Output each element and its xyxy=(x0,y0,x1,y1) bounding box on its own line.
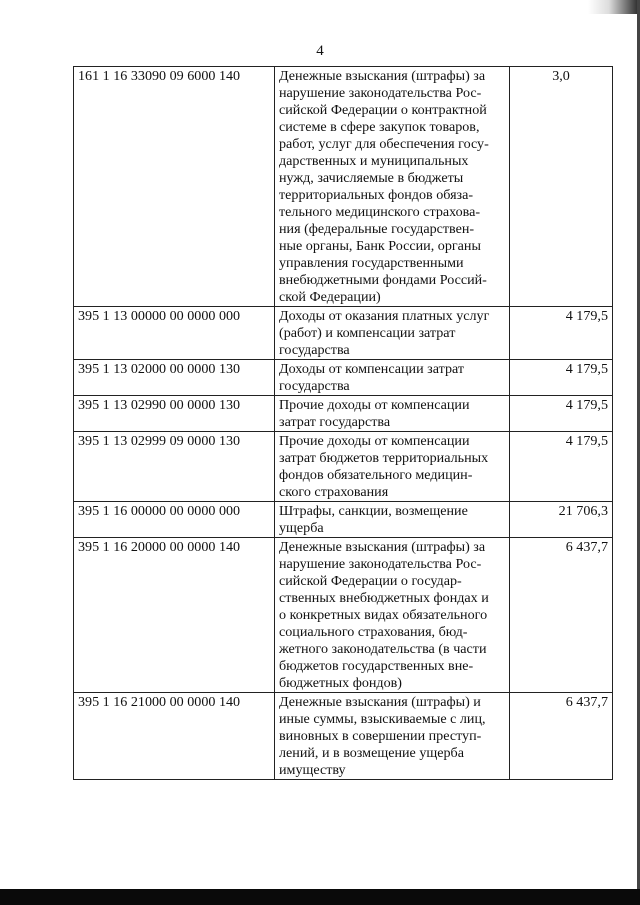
row-code: 395 1 13 00000 00 0000 000 xyxy=(74,307,275,360)
desc-line: затрат государства xyxy=(279,414,391,430)
desc-line: ской Федерации) xyxy=(279,289,381,305)
row-code: 395 1 16 21000 00 0000 140 xyxy=(74,693,275,780)
desc-line: жетного законодательства (в части xyxy=(279,641,487,657)
desc-line: имуществу xyxy=(279,762,346,778)
row-description xyxy=(275,396,510,432)
desc-line: сийской Федерации о контрактной xyxy=(279,102,487,118)
desc-line: лений, и в возмещение ущерба xyxy=(279,745,464,761)
row-code: 395 1 16 20000 00 0000 140 xyxy=(74,538,275,693)
table-row xyxy=(74,360,613,396)
desc-line: ского страхования xyxy=(279,484,389,500)
row-code: 395 1 13 02000 00 0000 130 xyxy=(74,360,275,396)
desc-line: дарственных и муниципальных xyxy=(279,153,469,169)
row-amount: 21 706,3 xyxy=(510,502,613,538)
row-amount: 4 179,5 xyxy=(510,432,613,502)
desc-line: работ, услуг для обеспечения госу- xyxy=(279,136,489,152)
row-amount: 4 179,5 xyxy=(510,307,613,360)
row-amount: 4 179,5 xyxy=(510,360,613,396)
row-code: 161 1 16 33090 09 6000 140 xyxy=(74,67,275,307)
desc-line: тельного медицинского страхова- xyxy=(279,204,481,220)
desc-line: социального страхования, бюд- xyxy=(279,624,468,640)
row-amount: 4 179,5 xyxy=(510,396,613,432)
desc-line: Денежные взыскания (штрафы) за xyxy=(279,68,486,84)
row-description xyxy=(275,307,510,360)
scan-artifact-corner xyxy=(588,0,640,14)
desc-line: бюджетов государственных вне- xyxy=(279,658,474,674)
row-amount: 6 437,7 xyxy=(510,538,613,693)
row-code: 395 1 16 00000 00 0000 000 xyxy=(74,502,275,538)
table-row xyxy=(74,432,613,502)
desc-line: фондов обязательного медицин- xyxy=(279,467,473,483)
row-description xyxy=(275,538,510,693)
desc-line: бюджетных фондов) xyxy=(279,675,402,691)
desc-line: Денежные взыскания (штрафы) за xyxy=(279,539,486,555)
desc-line: затрат бюджетов территориальных xyxy=(279,450,489,466)
desc-line: ущерба xyxy=(279,520,324,536)
desc-line: Штрафы, санкции, возмещение xyxy=(279,503,468,519)
desc-line: Денежные взыскания (штрафы) и xyxy=(279,694,481,710)
desc-line: нужд, зачисляемые в бюджеты xyxy=(279,170,464,186)
desc-line: о конкретных видах обязательного xyxy=(279,607,488,623)
desc-line: государства xyxy=(279,378,350,394)
desc-line: Прочие доходы от компенсации xyxy=(279,397,470,413)
desc-line: Прочие доходы от компенсации xyxy=(279,433,470,449)
row-code: 395 1 13 02999 09 0000 130 xyxy=(74,432,275,502)
row-description xyxy=(275,693,510,780)
table-row xyxy=(74,502,613,538)
row-description xyxy=(275,432,510,502)
table-row xyxy=(74,396,613,432)
desc-line: внебюджетными фондами Россий- xyxy=(279,272,487,288)
desc-line: иные суммы, взыскиваемые с лиц, xyxy=(279,711,486,727)
desc-line: нарушение законодательства Рос- xyxy=(279,556,482,572)
row-code: 395 1 13 02990 00 0000 130 xyxy=(74,396,275,432)
desc-line: Доходы от компенсации затрат xyxy=(279,361,465,377)
budget-revenue-table xyxy=(73,66,613,780)
desc-line: ственных внебюджетных фондах и xyxy=(279,590,489,606)
desc-line: ные органы, Банк России, органы xyxy=(279,238,481,254)
table-row xyxy=(74,307,613,360)
table-row xyxy=(74,693,613,780)
row-amount: 3,0 xyxy=(510,67,613,307)
desc-line: сийской Федерации о государ- xyxy=(279,573,462,589)
desc-line: (работ) и компенсации затрат xyxy=(279,325,456,341)
table-row xyxy=(74,67,613,307)
desc-line: ния (федеральные государствен- xyxy=(279,221,475,237)
desc-line: нарушение законодательства Рос- xyxy=(279,85,482,101)
row-amount: 6 437,7 xyxy=(510,693,613,780)
row-description xyxy=(275,67,510,307)
scan-artifact-bottom-edge xyxy=(0,889,640,905)
desc-line: Доходы от оказания платных услуг xyxy=(279,308,490,324)
desc-line: системе в сфере закупок товаров, xyxy=(279,119,480,135)
desc-line: управления государственными xyxy=(279,255,464,271)
page-number: 4 xyxy=(316,43,324,59)
desc-line: территориальных фондов обяза- xyxy=(279,187,474,203)
desc-line: государства xyxy=(279,342,350,358)
desc-line: виновных в совершении преступ- xyxy=(279,728,482,744)
row-description xyxy=(275,502,510,538)
row-description xyxy=(275,360,510,396)
table-row xyxy=(74,538,613,693)
